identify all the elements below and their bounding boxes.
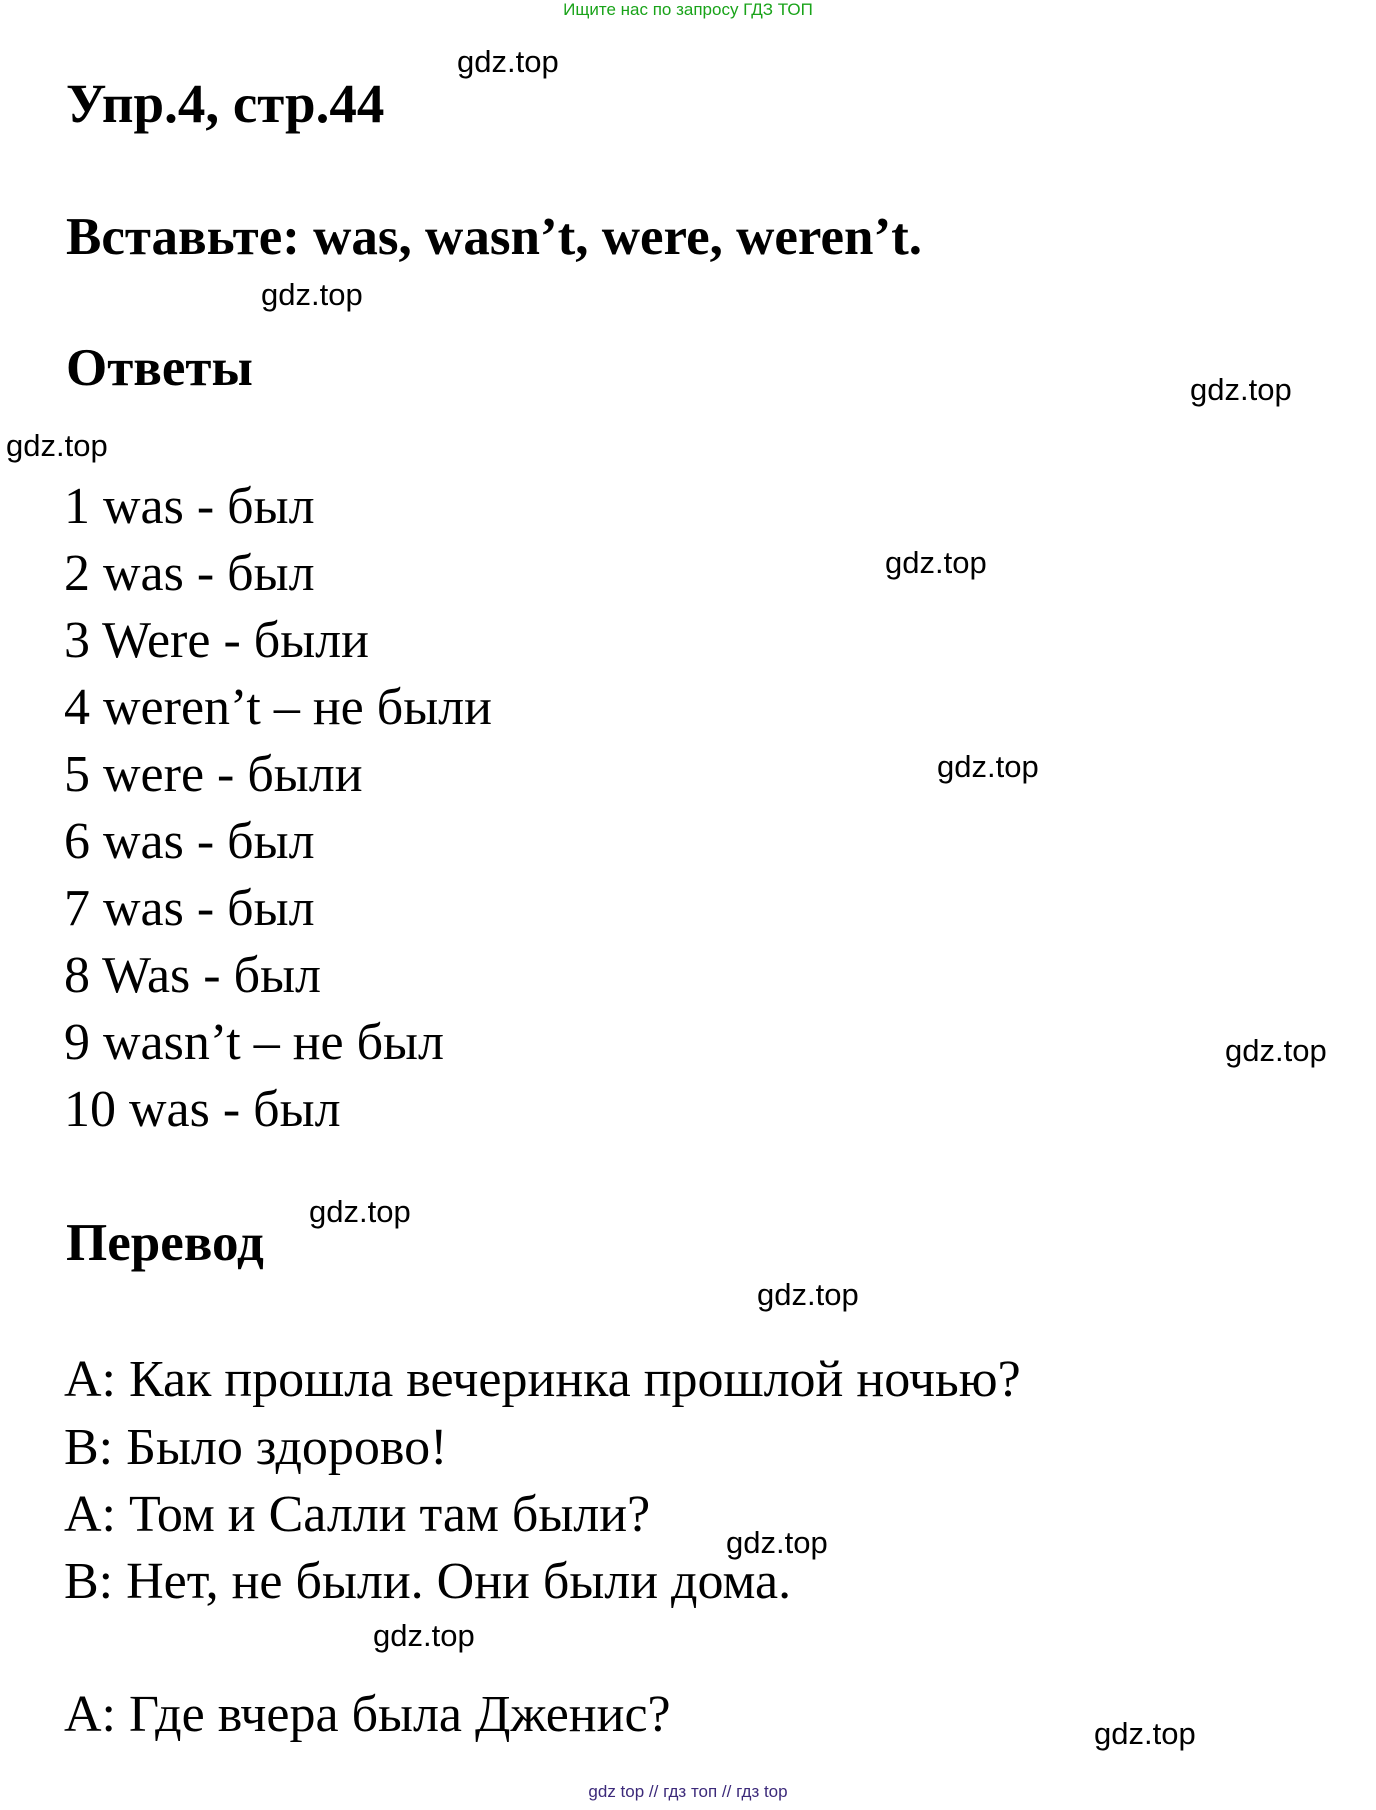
watermark: gdz.top	[1094, 1716, 1196, 1751]
answer-item: 8 Was - был	[64, 947, 321, 1004]
watermark: gdz.top	[1190, 372, 1292, 407]
translation-heading: Перевод	[66, 1214, 264, 1272]
answers-heading: Ответы	[66, 339, 253, 397]
page-title: Упр.4, стр.44	[66, 73, 385, 134]
dialog-line: B: Нет, не были. Они были дома.	[64, 1553, 792, 1610]
watermark: gdz.top	[937, 749, 1039, 784]
dialog-line: A: Том и Салли там были?	[64, 1486, 651, 1543]
dialog-line: B: Было здорово!	[64, 1419, 448, 1476]
answer-item: 9 wasn’t – не был	[64, 1014, 444, 1071]
watermark: gdz.top	[309, 1194, 411, 1229]
watermark: gdz.top	[457, 44, 559, 79]
footer-links: gdz top // гдз топ // гдз top	[588, 1782, 788, 1801]
dialog-line: A: Как прошла вечеринка прошлой ночью?	[64, 1351, 1021, 1408]
watermark: gdz.top	[373, 1618, 475, 1653]
top-banner: Ищите нас по запросу ГДЗ ТОП	[563, 0, 813, 19]
watermark: gdz.top	[757, 1277, 859, 1312]
answer-item: 2 was - был	[64, 545, 315, 602]
watermark: gdz.top	[6, 428, 108, 463]
dialog-line: A: Где вчера была Дженис?	[64, 1686, 671, 1743]
watermark: gdz.top	[261, 277, 363, 312]
answer-item: 5 were - были	[64, 746, 363, 803]
answer-item: 4 weren’t – не были	[64, 679, 492, 736]
watermark: gdz.top	[726, 1525, 828, 1560]
answer-item: 10 was - был	[64, 1081, 341, 1138]
answer-item: 7 was - был	[64, 880, 315, 937]
answer-item: 6 was - был	[64, 813, 315, 870]
answer-item: 3 Were - были	[64, 612, 369, 669]
watermark: gdz.top	[885, 545, 987, 580]
answer-item: 1 was - был	[64, 478, 315, 535]
exercise-instruction: Вставьте: was, wasn’t, were, weren’t.	[66, 208, 923, 266]
watermark: gdz.top	[1225, 1033, 1327, 1068]
